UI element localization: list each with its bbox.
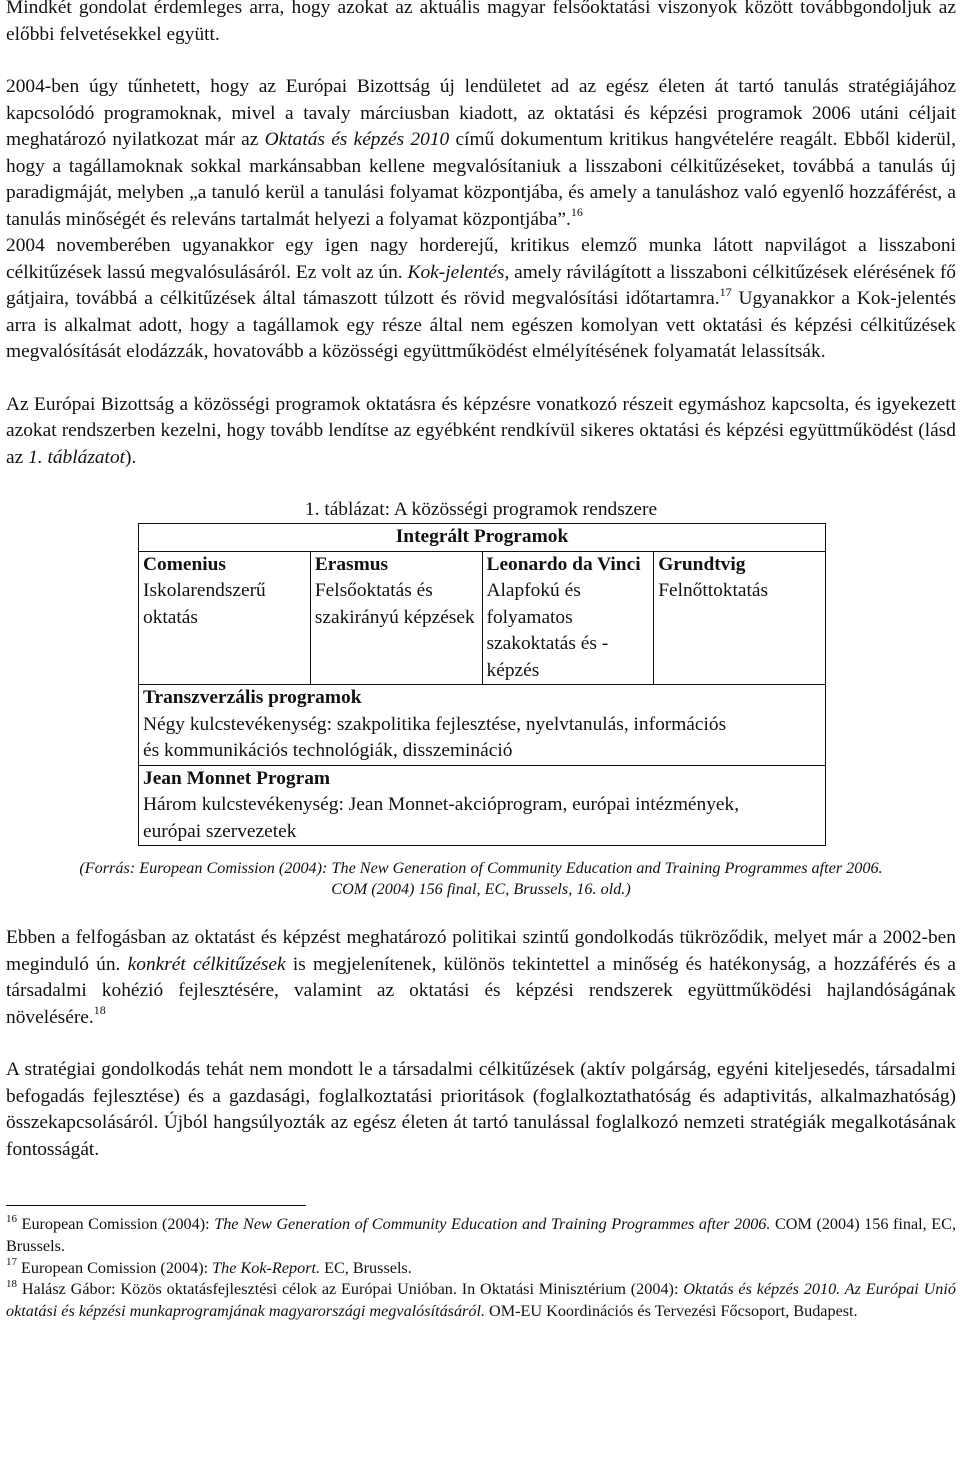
paragraph-strategy: A stratégiai gondolkodás tehát nem mondott le a társadalmi célkitűzések (aktív polgárság, egyéni kiteljesedés, társadalmi befogadás fejlesztése) és a gazdasági, foglalkoztatási prioritások (foglalkoztathatóság és adaptivitás, alkalmazhatóság) összekapcsolásáról. Újból hangsúlyozták az egész életen át tartó tanulással foglalkozó nemzeti stratégiák megalkotásának fontosságát. <box>6 1059 956 1160</box>
paragraph-programs <box>6 392 956 472</box>
footnote-number: 17 <box>6 1256 17 1269</box>
footnote-number: 18 <box>6 1278 17 1290</box>
program-cell-grundtvig <box>654 551 826 685</box>
program-cell-leonardo <box>482 551 654 685</box>
footnote-title-italic: Oktatás és képzés 2010. Az Európai Unió oktatási és képzési munkaprogramjának magyarországi megvalósításáról. <box>6 1280 956 1321</box>
program-desc: Felnőttoktatás <box>658 580 769 601</box>
paragraph-text: , amely rávilágított a lisszaboni célkitűzések elérésének fő gátjaira, továbbá a célkitűzések által támaszott túlzott és rövid megvalósítási időtartamra. <box>6 261 956 309</box>
program-cell-comenius <box>139 551 311 685</box>
table-header-integrated: Integrált Programok <box>139 524 826 552</box>
paragraph-text: 2004 novemberében ugyanakkor egy igen nagy horderejű, kritikus elemző munka látott napvilágot a lisszaboni célkitűzések lassú megvalósulásáról. Ez volt az ún. <box>6 235 956 283</box>
footnote-ref-18[interactable]: 18 <box>93 1003 106 1018</box>
concrete-goals-italic: konkrét célkitűzések <box>127 953 286 975</box>
table-source-line1: (Forrás: European Comission (2004): The New Generation of Community Education and Training Programmes after 2006. <box>79 859 883 877</box>
footnote-text: COM (2004) 156 final, EC, Brussels. <box>6 1215 956 1255</box>
program-cell-erasmus <box>310 551 482 685</box>
program-desc: Iskolarendszerű oktatás <box>143 580 266 628</box>
paragraph-text: is megjelenítenek, különös tekintettel a minőség és hatékonyság, a hozzáférés és a társadalmi kohézió fejlesztésére, valamint az oktatási és képzési rendszerek együttműködési hajlandóságának növelésére. <box>6 953 956 1028</box>
footnote-16 <box>6 1214 956 1258</box>
footnote-text: European Comission (2004): <box>17 1258 213 1277</box>
transversal-desc: Négy kulcstevékenység: szakpolitika fejlesztése, nyelvtanulás, információs és kommunikációs technológiák, disszemináció <box>143 713 727 761</box>
paragraph-text: Ebben a felfogásban az oktatást és képzést meghatározó politikai szintű gondolkodás tükröződik, melyet már a 2002-ben meginduló ún. <box>6 927 956 975</box>
footnote-17 <box>6 1258 956 1280</box>
table-row-programs <box>139 551 826 685</box>
paragraph-text: Ugyanakkor a Kok-jelentés arra is alkalmat adott, hogy a tagállamok egy része által nem egészen komolyan vett oktatási és képzési célkitűzések megvalósítását elodázzák, hovatovább a közösségi együttműködést elmélyítésének folyamatát lelassítsák. <box>6 288 956 362</box>
program-desc: Alapfokú és folyamatos szakoktatás és - képzés <box>486 580 609 681</box>
paragraph-intro: Mindkét gondolat érdemleges arra, hogy azokat az aktuális magyar felsőoktatási viszonyok között továbbgondoljuk az előbbi felvetésekkel együtt. <box>6 0 956 45</box>
footnote-number: 16 <box>6 1212 17 1225</box>
program-desc: Felsőoktatás és szakirányú képzések <box>314 580 475 628</box>
paragraph-text: című dokumentum kritikus hangvételére reagált. Ebből kiderül, hogy a tagállamoknak sokkal markánsabban kellene megvalósítaniuk a lisszaboni célkitűzéseket, továbbá a tanulás új paradigmáját, melyben „a tanuló kerül a tanulási folyamat központjába, és amely a tanuláshoz való egyenlő hozzáférést, a tanulás minőségét és releváns tartalmát helyezi a folyamat központjába”. <box>6 129 956 230</box>
program-name: Leonardo da Vinci <box>486 553 641 575</box>
paragraph-text: 2004-ben úgy tűnhetett, hogy az Európai Bizottság új lendületet ad az egész életen át tartó tanulás stratégiájához kapcsolódó programoknak, mivel a tavaly márciusban kiadott, az oktatási és képzési programok 2006 utáni céljait meghatározó nyilatkozat már az <box>6 76 956 150</box>
footnote-title-italic: The New Generation of Community Education and Training Programmes after 2006. <box>214 1215 771 1233</box>
kok-report-italic: Kok-jelentés <box>407 261 505 283</box>
table-source-line2: COM (2004) 156 final, EC, Brussels, 16. old.) <box>331 880 631 898</box>
transversal-name: Transzverzális programok <box>143 687 362 708</box>
monnet-name: Jean Monnet Program <box>143 767 331 789</box>
paragraph-concrete-goals <box>6 925 956 1031</box>
footnote-ref-16[interactable]: 16 <box>570 205 583 220</box>
document-page <box>6 0 956 1323</box>
program-name: Comenius <box>143 553 226 575</box>
footnote-18 <box>6 1279 956 1323</box>
paragraph-text: ). <box>125 446 137 468</box>
document-title-italic: Oktatás és képzés 2010 <box>264 129 450 150</box>
table-row-transversal <box>139 685 826 766</box>
table-row-header <box>139 524 826 552</box>
programs-table <box>138 523 826 846</box>
footnote-title-italic: The Kok-Report. <box>212 1258 321 1277</box>
monnet-desc: Három kulcstevékenység: Jean Monnet-akcióprogram, európai intézmények, európai szervezetek <box>143 794 740 842</box>
program-name: Grundtvig <box>658 553 746 575</box>
table-caption: 1. táblázat: A közösségi programok rendszere <box>304 499 658 520</box>
monnet-cell <box>139 765 826 846</box>
table-row-monnet <box>139 765 826 846</box>
footnote-text: European Comission (2004): <box>17 1215 215 1233</box>
paragraph-kok-report <box>6 233 956 366</box>
footnote-text: EC, Brussels. <box>320 1258 412 1277</box>
transversal-cell <box>139 685 826 766</box>
footnote-text: OM-EU Koordinációs és Tervezési Főcsoport, Budapest. <box>485 1302 858 1321</box>
program-name: Erasmus <box>314 553 389 575</box>
paragraph-commission-2004 <box>6 74 956 233</box>
footnote-text: Halász Gábor: Közös oktatásfejlesztési célok az Európai Unióban. In Oktatási Minisztérium (2004): <box>17 1280 684 1299</box>
table-reference-italic[interactable]: 1. táblázatot <box>28 446 126 468</box>
footnote-ref-17[interactable]: 17 <box>719 284 732 299</box>
paragraph-text: Az Európai Bizottság a közösségi programok oktatásra és képzésre vonatkozó részeit egymáshoz kapcsolta, és igyekezett azokat rendszerben kezelni, hogy tovább lendítse az egyébként rendkívül sikeres oktatási és képzési együttműködést (lásd az <box>6 393 956 468</box>
